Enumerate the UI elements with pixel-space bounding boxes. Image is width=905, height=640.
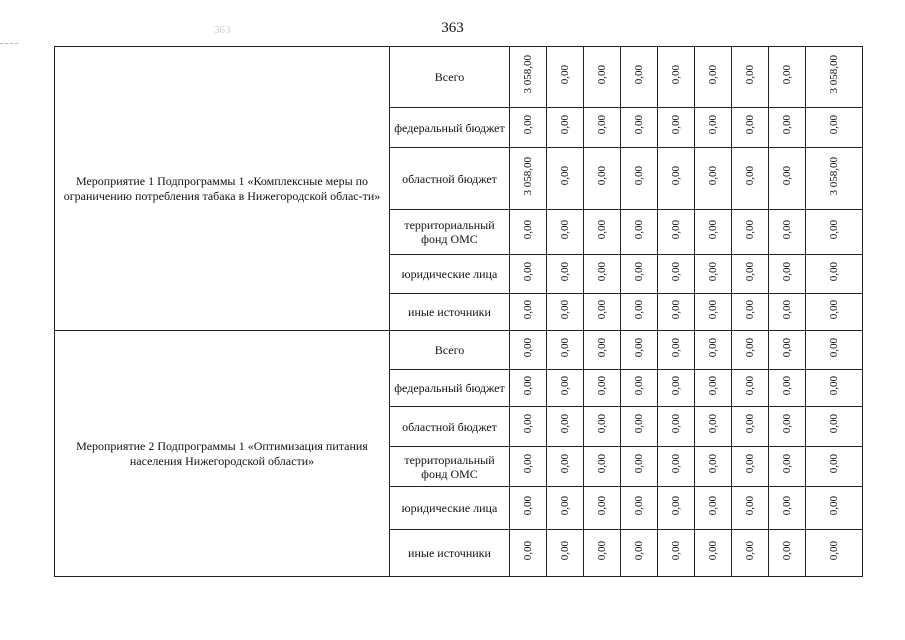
value-cell [732, 331, 769, 370]
value-cell [510, 370, 547, 407]
value-cell [584, 47, 621, 108]
value-cell [769, 407, 806, 447]
amount-value: 0,00 [707, 495, 719, 516]
value-cell [510, 530, 547, 577]
amount-value: 0,00 [744, 261, 756, 282]
value-cell [769, 370, 806, 407]
value-cell [732, 255, 769, 294]
amount-value: 0,00 [707, 261, 719, 282]
amount-value: 0,00 [781, 219, 793, 240]
value-cell [769, 210, 806, 255]
amount-value: 0,00 [707, 64, 719, 85]
value-cell [695, 108, 732, 148]
amount-value: 3 058,00 [828, 156, 840, 196]
value-cell [658, 47, 695, 108]
value-cell [621, 255, 658, 294]
funding-source: Всего [390, 331, 510, 370]
amount-value: 0,00 [781, 375, 793, 396]
value-cell [621, 331, 658, 370]
amount-value: 0,00 [781, 64, 793, 85]
value-cell [547, 47, 584, 108]
amount-value: 3 058,00 [522, 55, 534, 94]
value-cell [806, 210, 863, 255]
amount-value: 0,00 [559, 261, 571, 282]
value-cell [510, 148, 547, 210]
amount-value: 0,00 [744, 219, 756, 240]
amount-value: 3 058,00 [828, 55, 840, 94]
value-cell [769, 108, 806, 148]
amount-value: 0,00 [707, 375, 719, 396]
amount-value: 0,00 [707, 454, 719, 474]
value-cell [806, 47, 863, 108]
amount-value: 0,00 [596, 115, 608, 135]
value-cell [769, 530, 806, 577]
value-cell [584, 447, 621, 487]
value-cell [510, 294, 547, 331]
value-cell [658, 331, 695, 370]
amount-value: 0,00 [559, 454, 571, 474]
value-cell [584, 407, 621, 447]
event-title: Мероприятие 2 Подпрограммы 1 «Оптимизация питания населения Нижегородской области» [55, 331, 390, 577]
value-cell [621, 370, 658, 407]
value-cell [806, 148, 863, 210]
value-cell [769, 255, 806, 294]
budget-table [54, 46, 863, 577]
amount-value: 0,00 [828, 219, 840, 240]
scan-artifact [0, 43, 18, 44]
funding-source: Всего [390, 47, 510, 108]
value-cell [658, 487, 695, 530]
value-cell [732, 370, 769, 407]
value-cell [621, 487, 658, 530]
funding-source: территориальный фонд ОМС [390, 447, 510, 487]
value-cell [547, 210, 584, 255]
amount-value: 0,00 [596, 495, 608, 516]
amount-value: 0,00 [633, 166, 645, 186]
funding-source: иные источники [390, 294, 510, 331]
value-cell [621, 47, 658, 108]
amount-value: 0,00 [828, 495, 840, 516]
amount-value: 0,00 [744, 115, 756, 135]
amount-value: 0,00 [633, 299, 645, 320]
amount-value: 0,00 [707, 540, 719, 561]
value-cell [732, 407, 769, 447]
value-cell [547, 108, 584, 148]
value-cell [621, 447, 658, 487]
amount-value: 0,00 [781, 166, 793, 186]
funding-source: федеральный бюджет [390, 108, 510, 148]
value-cell [621, 530, 658, 577]
value-cell [732, 294, 769, 331]
value-cell [547, 370, 584, 407]
value-cell [621, 108, 658, 148]
value-cell [547, 487, 584, 530]
amount-value: 0,00 [670, 414, 682, 434]
value-cell [621, 210, 658, 255]
value-cell [806, 294, 863, 331]
amount-value: 0,00 [559, 219, 571, 240]
amount-value: 0,00 [633, 115, 645, 135]
amount-value: 0,00 [559, 540, 571, 561]
value-cell [769, 487, 806, 530]
value-cell [547, 447, 584, 487]
value-cell [732, 487, 769, 530]
value-cell [584, 530, 621, 577]
amount-value: 0,00 [559, 64, 571, 85]
value-cell [732, 447, 769, 487]
amount-value: 0,00 [596, 540, 608, 561]
value-cell [621, 407, 658, 447]
value-cell [547, 294, 584, 331]
amount-value: 0,00 [707, 299, 719, 320]
amount-value: 0,00 [744, 64, 756, 85]
value-cell [732, 210, 769, 255]
value-cell [806, 108, 863, 148]
value-cell [769, 331, 806, 370]
amount-value: 0,00 [670, 495, 682, 516]
amount-value: 0,00 [633, 540, 645, 561]
amount-value: 0,00 [559, 414, 571, 434]
value-cell [769, 447, 806, 487]
amount-value: 0,00 [828, 540, 840, 561]
value-cell [584, 255, 621, 294]
amount-value: 0,00 [744, 166, 756, 186]
amount-value: 0,00 [596, 64, 608, 85]
amount-value: 0,00 [633, 261, 645, 282]
amount-value: 0,00 [781, 115, 793, 135]
value-cell [806, 447, 863, 487]
amount-value: 0,00 [559, 115, 571, 135]
amount-value: 0,00 [596, 219, 608, 240]
value-cell [510, 210, 547, 255]
amount-value: 0,00 [707, 166, 719, 186]
value-cell [584, 487, 621, 530]
value-cell [695, 447, 732, 487]
amount-value: 0,00 [670, 261, 682, 282]
value-cell [695, 148, 732, 210]
amount-value: 0,00 [522, 261, 534, 282]
value-cell [695, 530, 732, 577]
table-row [55, 331, 863, 370]
funding-source: юридические лица [390, 487, 510, 530]
amount-value: 0,00 [596, 299, 608, 320]
amount-value: 0,00 [744, 375, 756, 396]
amount-value: 0,00 [670, 219, 682, 240]
budget-table-body [55, 47, 863, 577]
amount-value: 0,00 [522, 337, 534, 358]
value-cell [769, 148, 806, 210]
value-cell [695, 255, 732, 294]
value-cell [658, 108, 695, 148]
value-cell [806, 331, 863, 370]
amount-value: 0,00 [633, 219, 645, 240]
value-cell [547, 407, 584, 447]
amount-value: 0,00 [633, 414, 645, 434]
value-cell [510, 407, 547, 447]
amount-value: 0,00 [781, 299, 793, 320]
value-cell [806, 370, 863, 407]
amount-value: 0,00 [522, 375, 534, 396]
faint-page-mark: 363 [214, 24, 231, 36]
amount-value: 0,00 [781, 540, 793, 561]
amount-value: 0,00 [828, 375, 840, 396]
value-cell [658, 407, 695, 447]
amount-value: 0,00 [670, 115, 682, 135]
amount-value: 0,00 [781, 261, 793, 282]
amount-value: 0,00 [596, 375, 608, 396]
table-row [55, 47, 863, 108]
amount-value: 0,00 [596, 261, 608, 282]
value-cell [547, 331, 584, 370]
amount-value: 0,00 [559, 337, 571, 358]
value-cell [806, 255, 863, 294]
amount-value: 0,00 [707, 337, 719, 358]
amount-value: 0,00 [670, 375, 682, 396]
amount-value: 0,00 [596, 454, 608, 474]
funding-source: территориальный фонд ОМС [390, 210, 510, 255]
amount-value: 0,00 [670, 454, 682, 474]
value-cell [584, 370, 621, 407]
value-cell [769, 294, 806, 331]
value-cell [584, 294, 621, 331]
value-cell [695, 331, 732, 370]
amount-value: 0,00 [781, 454, 793, 474]
value-cell [584, 148, 621, 210]
funding-source: юридические лица [390, 255, 510, 294]
amount-value: 0,00 [670, 299, 682, 320]
amount-value: 0,00 [670, 166, 682, 186]
value-cell [695, 47, 732, 108]
amount-value: 0,00 [559, 495, 571, 516]
value-cell [510, 108, 547, 148]
value-cell [732, 530, 769, 577]
amount-value: 0,00 [828, 414, 840, 434]
amount-value: 0,00 [559, 299, 571, 320]
amount-value: 0,00 [633, 64, 645, 85]
value-cell [658, 447, 695, 487]
amount-value: 0,00 [596, 337, 608, 358]
amount-value: 3 058,00 [522, 156, 534, 196]
value-cell [621, 148, 658, 210]
amount-value: 0,00 [828, 299, 840, 320]
event-title: Мероприятие 1 Подпрограммы 1 «Комплексные меры по ограничению потребления табака в Нижегородской облас-ти» [55, 47, 390, 331]
amount-value: 0,00 [828, 454, 840, 474]
value-cell [769, 47, 806, 108]
amount-value: 0,00 [596, 414, 608, 434]
value-cell [658, 210, 695, 255]
funding-source: федеральный бюджет [390, 370, 510, 407]
amount-value: 0,00 [781, 337, 793, 358]
value-cell [806, 407, 863, 447]
amount-value: 0,00 [522, 540, 534, 561]
amount-value: 0,00 [744, 495, 756, 516]
value-cell [510, 447, 547, 487]
value-cell [658, 148, 695, 210]
amount-value: 0,00 [828, 115, 840, 135]
amount-value: 0,00 [670, 337, 682, 358]
amount-value: 0,00 [707, 115, 719, 135]
value-cell [547, 530, 584, 577]
value-cell [695, 294, 732, 331]
amount-value: 0,00 [670, 64, 682, 85]
value-cell [510, 331, 547, 370]
amount-value: 0,00 [559, 375, 571, 396]
value-cell [658, 294, 695, 331]
amount-value: 0,00 [744, 299, 756, 320]
value-cell [806, 530, 863, 577]
amount-value: 0,00 [633, 495, 645, 516]
page-number: 363 [441, 20, 464, 36]
value-cell [658, 255, 695, 294]
amount-value: 0,00 [744, 540, 756, 561]
value-cell [621, 294, 658, 331]
value-cell [658, 370, 695, 407]
value-cell [510, 487, 547, 530]
amount-value: 0,00 [522, 115, 534, 135]
amount-value: 0,00 [596, 166, 608, 186]
funding-source: областной бюджет [390, 407, 510, 447]
value-cell [510, 255, 547, 294]
amount-value: 0,00 [707, 414, 719, 434]
amount-value: 0,00 [522, 414, 534, 434]
value-cell [658, 530, 695, 577]
funding-source: областной бюджет [390, 148, 510, 210]
value-cell [806, 487, 863, 530]
value-cell [584, 210, 621, 255]
amount-value: 0,00 [522, 495, 534, 516]
amount-value: 0,00 [670, 540, 682, 561]
amount-value: 0,00 [744, 454, 756, 474]
amount-value: 0,00 [744, 337, 756, 358]
amount-value: 0,00 [828, 261, 840, 282]
value-cell [695, 370, 732, 407]
amount-value: 0,00 [781, 414, 793, 434]
value-cell [547, 148, 584, 210]
amount-value: 0,00 [522, 299, 534, 320]
amount-value: 0,00 [633, 375, 645, 396]
value-cell [732, 148, 769, 210]
amount-value: 0,00 [633, 337, 645, 358]
amount-value: 0,00 [781, 495, 793, 516]
value-cell [695, 487, 732, 530]
funding-source: иные источники [390, 530, 510, 577]
amount-value: 0,00 [707, 219, 719, 240]
value-cell [510, 47, 547, 108]
value-cell [695, 210, 732, 255]
value-cell [584, 108, 621, 148]
amount-value: 0,00 [633, 454, 645, 474]
value-cell [695, 407, 732, 447]
value-cell [584, 331, 621, 370]
value-cell [732, 47, 769, 108]
amount-value: 0,00 [828, 337, 840, 358]
amount-value: 0,00 [559, 166, 571, 186]
amount-value: 0,00 [522, 219, 534, 240]
amount-value: 0,00 [522, 454, 534, 474]
amount-value: 0,00 [744, 414, 756, 434]
value-cell [732, 108, 769, 148]
value-cell [547, 255, 584, 294]
